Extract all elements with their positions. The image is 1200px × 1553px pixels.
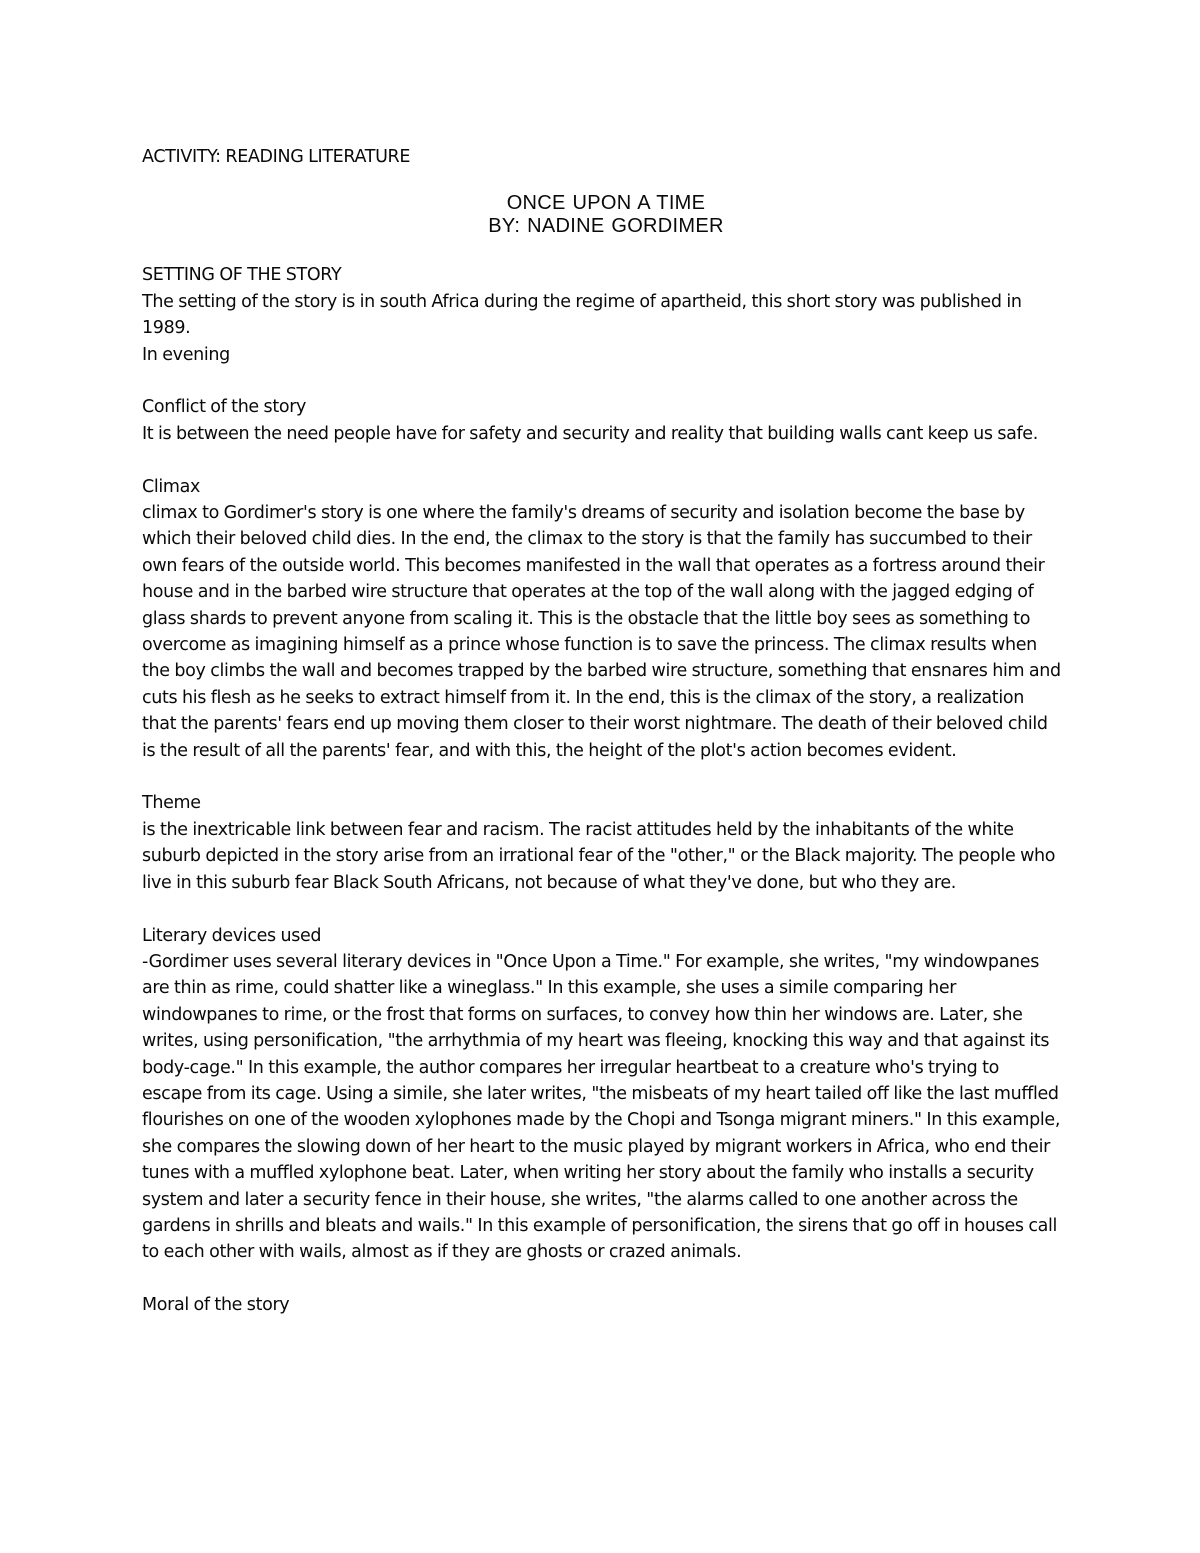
section-heading-theme: Theme [142,793,201,814]
literary-devices-paragraph: -Gordimer uses several literary devices in "Once Upon a Time." For example, she writes, "my windowpanes are thin as rime, could shatter like a wineglass." In this example, she uses a simile comparing her windowpanes to rime, or the frost that forms on surfaces, to convey how thin her windows are. Later, she writes, using personification, "the arrhythmia of my heart was fleeing, knocking this way and that against its body-cage." In this example, the author compares her irregular heartbeat to a creature who's trying to escape from its cage. Using a simile, she later writes, "the misbeats of my heart tailed off like the last muffled flourishes on one of the wooden xylophones made by the Chopi and Tsonga migrant miners." In this example, she compares the slowing down of her heart to the music played by migrant workers in Africa, who end their tunes with a muffled xylophone beat. Later, when writing her story about the family who installs a security system and later a security fence in their house, she writes, "the alarms called to one another across the gardens in shrills and bleats and wails." In this example of personification, the sirens that go off in houses call to each other with wails, almost as if they are ghosts or crazed animals. [142,951,1061,1263]
section-gap [142,896,1062,922]
setting-paragraph: The setting of the story is in south Africa during the regime of apartheid, this short story was published in 1989. [142,291,1022,339]
section-heading-climax: Climax [142,476,200,497]
section-gap [142,764,1062,790]
title-block [142,192,1062,238]
theme-paragraph: is the inextricable link between fear and racism. The racist attitudes held by the inhabitants of the white suburb depicted in the story arise from an irrational fear of the "other," or the Black majority. The people who live in this suburb fear Black South Africans, not because of what they've done, but who they are. [142,819,1056,893]
story-title: ONCE UPON A TIME [506,192,706,215]
story-author: BY: NADINE GORDIMER [488,215,724,238]
section-heading-setting: SETTING OF THE STORY [142,265,342,286]
section-heading-literary-devices: Literary devices used [142,925,322,946]
conflict-paragraph: It is between the need people have for safety and security and reality that building walls cant keep us safe. [142,423,1038,444]
section-gap [142,1266,1062,1292]
section-gap [142,447,1062,473]
document-body [142,144,1062,1319]
climax-paragraph: climax to Gordimer's story is one where the family's dreams of security and isolation become the base by which their beloved child dies. In the end, the climax to the story is that the family has succumbed to their own fears of the outside world. This becomes manifested in the wall that operates as a fortress around their house and in the barbed wire structure that operates at the top of the wall along with the jagged edging of glass shards to prevent anyone from scaling it. This is the obstacle that the little boy sees as something to overcome as imagining himself as a prince whose function is to save the princess. The climax results when the boy climbs the wall and becomes trapped by the barbed wire structure, something that ensnares him and cuts his flesh as he seeks to extract himself from it. In the end, this is the climax of the story, a realization that the parents' fears end up moving them closer to their worst nightmare. The death of their beloved child is the result of all the parents' fear, and with this, the height of the plot's action becomes evident. [142,503,1061,761]
section-heading-moral: Moral of the story [142,1295,290,1316]
setting-time-paragraph: In evening [142,344,230,365]
section-gap [142,368,1062,394]
section-heading-conflict: Conflict of the story [142,397,307,418]
activity-label: ACTIVITY: READING LITERATURE [142,147,411,167]
